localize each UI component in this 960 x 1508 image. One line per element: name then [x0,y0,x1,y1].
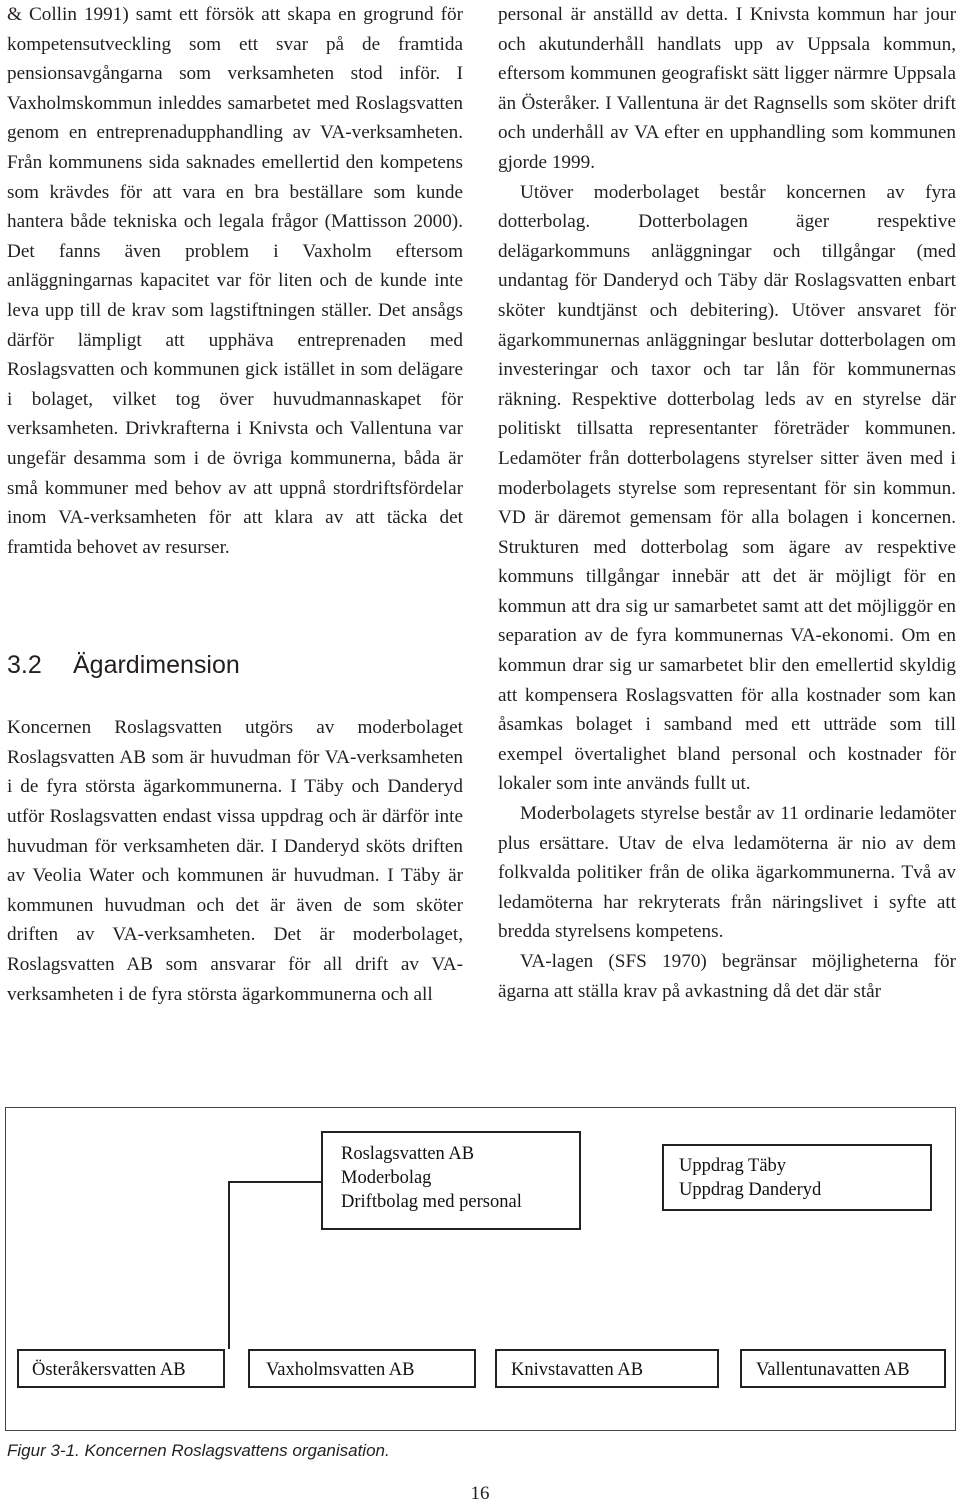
page-number: 16 [470,1483,490,1504]
right-paragraph-3: Moderbolagets styrelse består av 11 ordinarie ledamöter plus ersättare. Utav de elva ledamöterna är nio av dem folkvalda politiker från de olika ägarkommunerna. Två av ledamöterna har rekryterats från näringslivet i syfte att bredda styrelsens kompetens. [498,803,956,943]
parent-company-name: Roslagsvatten AB [341,1144,475,1164]
parent-company-role: Moderbolag [341,1168,432,1188]
section-title: Ägardimension [73,651,240,680]
left-paragraph-1: & Collin 1991) samt ett försök att skapa en grogrund för kompetensutveckling som ett svar på de framtida pensionsavgångarna som verksamheten stod inför. I Vaxholmskommun inleddes samarbetet med Roslagsvatten genom en entreprenadupphandling av VA-verksamheten. Från kommunens sida saknades emellertid den kompetens som krävdes för att vara en bra beställare som kunde hantera både tekniska och legala frågor (Mattisson 2000). Det fanns även problem i Vaxholm eftersom anläggningarnas kapacitet var för liten och de kunde inte leva upp till de krav som lagstiftningen ställer. Det ansågs därför lämpligt att upphäva entreprenaden med Roslagsvatten och kommunen gick istället in som delägare i bolaget, vilket tog över huvudmannaskapet för verksamheten. Drivkrafterna i Knivsta och Vallentuna var ungefär desamma som i de övriga kommunerna, båda är små kommuner med behov av att uppnå stordriftsfördelar inom VA-verksamheten för att klara av att täcka det framtida behovet av resurser. [7,4,463,558]
section-heading [7,650,463,680]
section-number: 3.2 [7,651,42,680]
connector-vertical [228,1181,230,1349]
figure-caption: Figur 3-1. Koncernen Roslagsvattens organisation. [7,1441,390,1460]
right-paragraph-1: personal är anställd av detta. I Knivsta kommun har jour och akutunderhåll handlats upp av Uppsala kommun, eftersom kommunen geografiskt sätt ligger närmre Uppsala än Österåker. I Vallentuna är det Ragnsells som sköter drift och underhåll av VA efter en upphandling som kommunen gjorde 1999. [498,4,956,173]
subsidiary-box-vallentuna: Vallentunavatten AB [740,1349,946,1388]
right-paragraph-4: VA-lagen (SFS 1970) begränsar möjligheterna för ägarna att ställa krav på avkastning då det där står [498,951,956,1002]
subsidiary-box-vaxholm: Vaxholmsvatten AB [248,1349,476,1388]
subsidiary-box-osteraker: Österåkersvatten AB [17,1349,225,1388]
left-column [7,0,463,1009]
assignment-danderyd: Uppdrag Danderyd [679,1180,822,1200]
parent-company-function: Driftbolag med personal [341,1192,522,1212]
right-paragraph-2: Utöver moderbolaget består koncernen av fyra dotterbolag. Dotterbolagen äger respektive delägarkommuns anläggningar och tillgångar (med undantag för Danderyd och Täby där Roslagsvatten enbart sköter kundtjänst och debitering). Utöver ansvaret för ägarkommunernas anläggningar beslutar dotterbolagen om investeringar och taxor och tar lån för kommunernas räkning. Respektive dotterbolag leds av en styrelse där politiskt tillsatta representanter företräder kommunen. Ledamöter från dotterbolagens styrelser sitter även med i moderbolagets styrelse som representant för sin kommun. VD är däremot gemensam för alla bolagen i koncernen. Strukturen med dotterbolag som ägare av respektive kommuns tillgångar innebär att det är möjligt för en kommun att dra sig ur samarbetet samt att det möjliggör en separation av de fyra kommunernas VA-ekonomi. Om en kommun drar sig ur samarbetet blir den emellertid skyldig att kompensera Roslagsvatten för alla kostnader som kan åsamkas bolaget i samband med ett utträde som till exempel övertalighet bland personal och kostnader för lokaler som inte används fullt ut. [498,181,956,795]
right-column [498,0,956,1006]
parent-company-box [321,1131,581,1230]
left-paragraph-2: Koncernen Roslagsvatten utgörs av moderbolaget Roslagsvatten AB som är huvudman för VA-verksamheten i de fyra största ägarkommunerna. I Täby och Danderyd utför Roslagsvatten endast vissa uppdrag och är därför inte huvudman för verksamheten där. I Danderyd sköts driften av Veolia Water och kommunen är huvudman. I Täby är kommunen huvudman och det är även de som sköter driften av VA-verksamheten. Det är moderbolaget, Roslagsvatten AB som ansvarar för all drift av VA-verksamheten i de fyra största ägarkommunerna och all [7,717,463,1005]
subsidiary-box-knivsta: Knivstavatten AB [495,1349,719,1388]
connector-horizontal [228,1181,321,1183]
assignments-box [662,1144,932,1211]
assignment-taby: Uppdrag Täby [679,1156,787,1176]
org-chart-figure [5,1107,956,1431]
